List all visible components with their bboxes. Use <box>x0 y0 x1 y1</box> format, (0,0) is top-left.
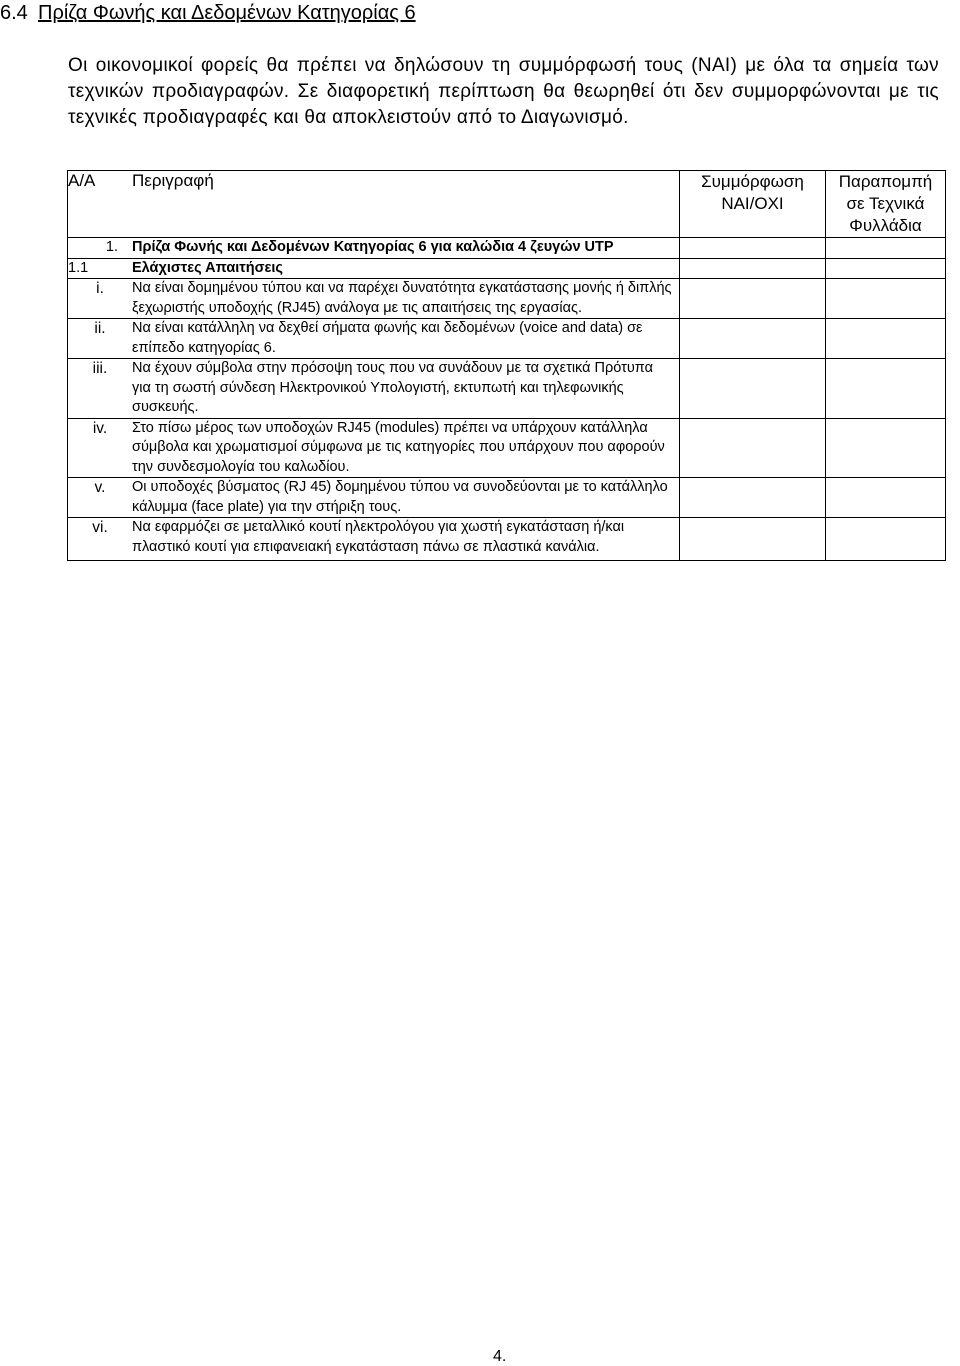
compliance-cell[interactable] <box>680 518 826 561</box>
compliance-cell[interactable] <box>680 319 826 359</box>
requirements-table <box>67 170 946 561</box>
header-reference-line2: σε Τεχνικά <box>846 194 925 213</box>
reference-cell[interactable] <box>826 359 946 419</box>
reference-cell[interactable] <box>826 319 946 359</box>
reference-cell[interactable] <box>826 478 946 518</box>
header-compliance-line2: ΝΑΙ/ΟΧΙ <box>721 194 784 213</box>
header-reference-line1: Παραπομπή <box>838 172 933 191</box>
reference-cell[interactable] <box>826 258 946 279</box>
section-heading <box>0 2 416 25</box>
reference-cell[interactable] <box>826 418 946 478</box>
reference-cell[interactable] <box>826 238 946 259</box>
table-row <box>68 279 946 319</box>
row-number: 1. <box>105 239 118 255</box>
row-description: Ελάχιστες Απαιτήσεις <box>132 259 283 276</box>
row-number: iii. <box>92 360 108 377</box>
table-row <box>68 418 946 478</box>
row-description: Πρίζα Φωνής και Δεδομένων Κατηγορίας 6 για καλώδια 4 ζευγών UTP <box>132 239 614 255</box>
header-no: Α/Α <box>68 171 96 190</box>
row-description: Να έχουν σύμβολα στην πρόσοψη τους που να συνάδουν με τα σχετικά Πρότυπα για τη σωστή σύνδεση Ηλεκτρονικού Υπολογιστή, εκτυπωτή και τηλεφωνικής συσκευής. <box>132 360 653 415</box>
table-row <box>68 478 946 518</box>
row-number: i. <box>96 280 104 297</box>
row-number: 1.1 <box>68 259 89 276</box>
compliance-cell[interactable] <box>680 478 826 518</box>
section-title: Πρίζα Φωνής και Δεδομένων Κατηγορίας 6 <box>38 2 416 24</box>
header-description: Περιγραφή <box>132 171 214 190</box>
header-compliance-line1: Συμμόρφωση <box>701 172 804 191</box>
row-description: Να είναι κατάλληλη να δεχθεί σήματα φωνής και δεδομένων (voice and data) σε επίπεδο κατηγορίας 6. <box>132 320 643 356</box>
compliance-cell[interactable] <box>680 359 826 419</box>
row-number: vi. <box>92 519 108 536</box>
header-compliance <box>680 171 826 238</box>
table-row <box>68 258 946 279</box>
reference-cell[interactable] <box>826 518 946 561</box>
row-description: Στο πίσω μέρος των υποδοχών RJ45 (modules) πρέπει να υπάρχουν κατάλληλα σύμβολα και χρωματισμοί σύμφωνα με τις κατηγορίες που υπάρχουν που αφορούν την συνδεσμολογία του καλωδίου. <box>132 419 665 475</box>
row-description: Να εφαρμόζει σε μεταλλικό κουτί ηλεκτρολόγου για χωστή εγκατάσταση ή/και πλαστικό κουτί για επιφανειακή εγκατάσταση πάνω σε πλαστικά κανάλια. <box>132 519 625 555</box>
reference-cell[interactable] <box>826 279 946 319</box>
row-number: v. <box>94 479 106 496</box>
table-row <box>68 238 946 259</box>
header-reference <box>826 171 946 238</box>
page-number: 4. <box>493 1348 507 1365</box>
row-description: Να είναι δομημένου τύπου και να παρέχει δυνατότητα εγκατάστασης μονής ή διπλής ξεχωριστής υποδοχής (RJ45) ανάλογα με τις απαιτήσεις της εργασίας. <box>132 280 672 316</box>
row-description: Οι υποδοχές βύσματος (RJ 45) δομημένου τύπου να συνοδεύονται με το κατάλληλο κάλυμμα (face plate) για την στήριξη τους. <box>132 479 668 515</box>
row-number: iv. <box>92 419 108 437</box>
table-header-row <box>68 171 946 238</box>
compliance-cell[interactable] <box>680 418 826 478</box>
table-row <box>68 319 946 359</box>
compliance-cell[interactable] <box>680 279 826 319</box>
section-number: 6.4 <box>0 2 28 24</box>
table-row <box>68 359 946 419</box>
intro-paragraph: Οι οικονομικοί φορείς θα πρέπει να δηλώσουν τη συμμόρφωσή τους (ΝΑΙ) με όλα τα σημεία των τεχνικών προδιαγραφών. Σε διαφορετική περίπτωση θα θεωρηθεί ότι δεν συμμορφώνονται με τις τεχνικές προδιαγραφές και θα αποκλειστούν από το Διαγωνισμό. <box>68 55 939 128</box>
row-number: ii. <box>94 320 106 337</box>
compliance-cell[interactable] <box>680 238 826 259</box>
header-reference-line3: Φυλλάδια <box>849 216 922 235</box>
compliance-cell[interactable] <box>680 258 826 279</box>
table-row <box>68 518 946 561</box>
